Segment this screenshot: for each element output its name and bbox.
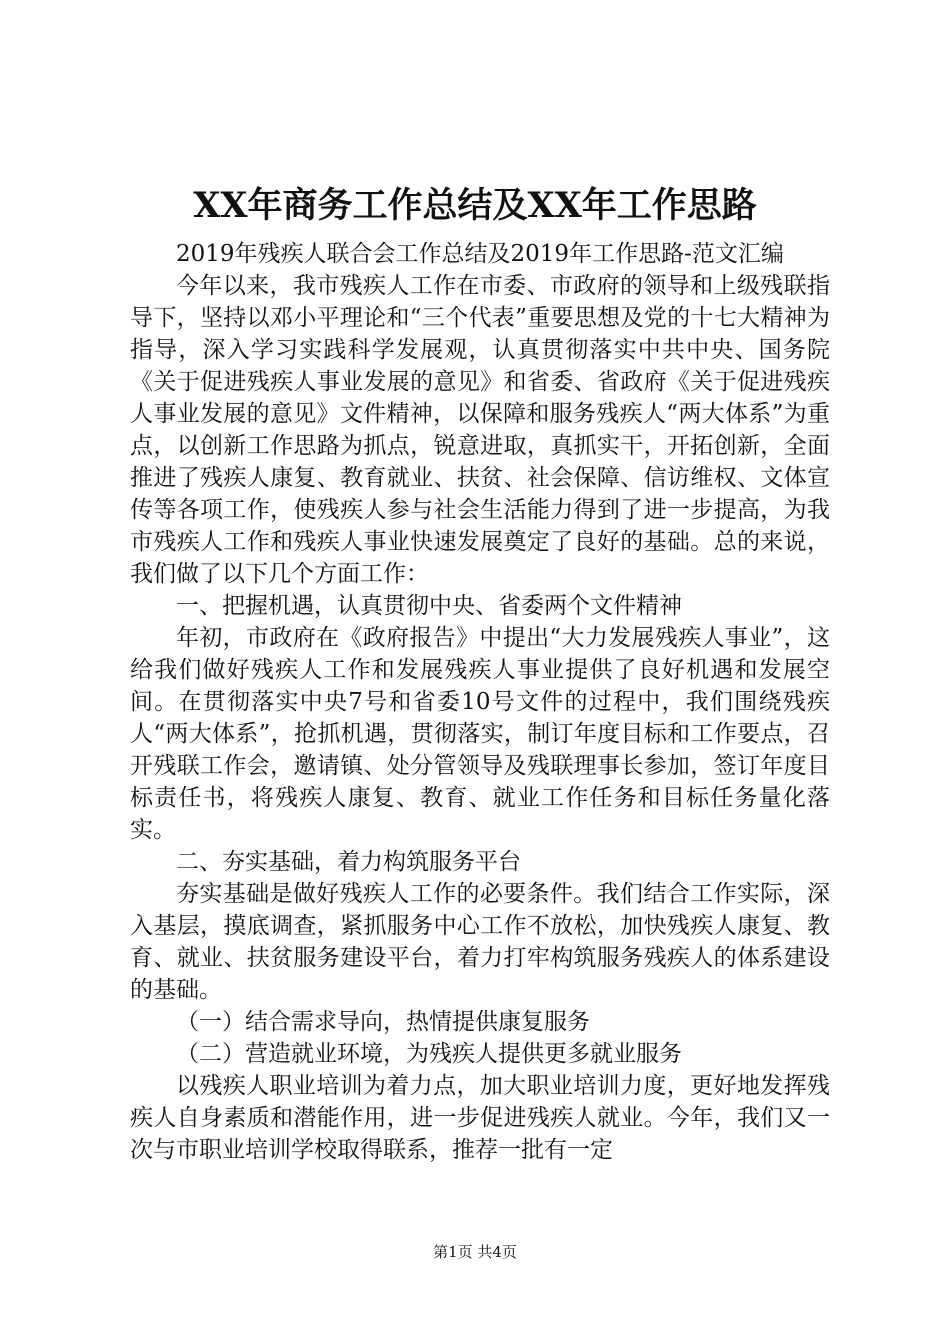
subsection-heading-1: （一）结合需求导向，热情提供康复服务 bbox=[176, 1009, 590, 1035]
paragraph-subsection-2: 以残疾人职业培训为着力点，加大职业培训力度，更好地发挥残疾人自身素质和潜能作用，进一步促进残疾人就业。今年，我们又一次与市职业培训学校取得联系，推荐一批有一定 bbox=[130, 1073, 830, 1163]
paragraph-subtitle: 2019年残疾人联合会工作总结及2019年工作思路-范文汇编 bbox=[176, 241, 784, 267]
section-heading-2: 二、夯实基础，着力构筑服务平台 bbox=[176, 849, 521, 875]
document-title: XX年商务工作总结及XX年工作思路 bbox=[193, 185, 757, 226]
paragraph-intro: 今年以来，我市残疾人工作在市委、市政府的领导和上级残联指导下，坚持以邓小平理论和“三个代表”重要思想及党的十七大精神为指导，深入学习实践科学发展观，认真贯彻落实中共中央、国务院《关于促进残疾人事业发展的意见》和省委、省政府《关于促进残疾人事业发展的意见》文件精神，以保障和服务残疾人“两大体系”为重点，以创新工作思路为抓点，锐意进取，真抓实干，开拓创新，全面推进了残疾人康复、教育就业、扶贫、社会保障、信访维权、文体宣传等各项工作，使残疾人参与社会生活能力得到了进一步提高，为我市残疾人工作和残疾人事业快速发展奠定了良好的基础。总的来说，我们做了以下几个方面工作： bbox=[130, 273, 830, 587]
page-footer: 第1页 共4页 bbox=[433, 1243, 517, 1261]
section-heading-1: 一、把握机遇，认真贯彻中央、省委两个文件精神 bbox=[176, 593, 682, 619]
paragraph-section-2: 夯实基础是做好残疾人工作的必要条件。我们结合工作实际，深入基层，摸底调查，紧抓服务中心工作不放松，加快残疾人康复、教育、就业、扶贫服务建设平台，着力打牢构筑服务残疾人的体系建设的基础。 bbox=[130, 881, 830, 1003]
paragraph-section-1: 年初，市政府在《政府报告》中提出“大力发展残疾人事业”，这给我们做好残疾人工作和发展残疾人事业提供了良好机遇和发展空间。在贯彻落实中央7号和省委10号文件的过程中，我们围绕残疾人“两大体系”，抢抓机遇，贯彻落实，制订年度目标和工作要点，召开残联工作会，邀请镇、处分管领导及残联理事长参加，签订年度目标责任书，将残疾人康复、教育、就业工作任务和目标任务量化落实。 bbox=[130, 625, 830, 843]
document-body bbox=[130, 238, 830, 1166]
subsection-heading-2: （二）营造就业环境，为残疾人提供更多就业服务 bbox=[176, 1041, 682, 1067]
